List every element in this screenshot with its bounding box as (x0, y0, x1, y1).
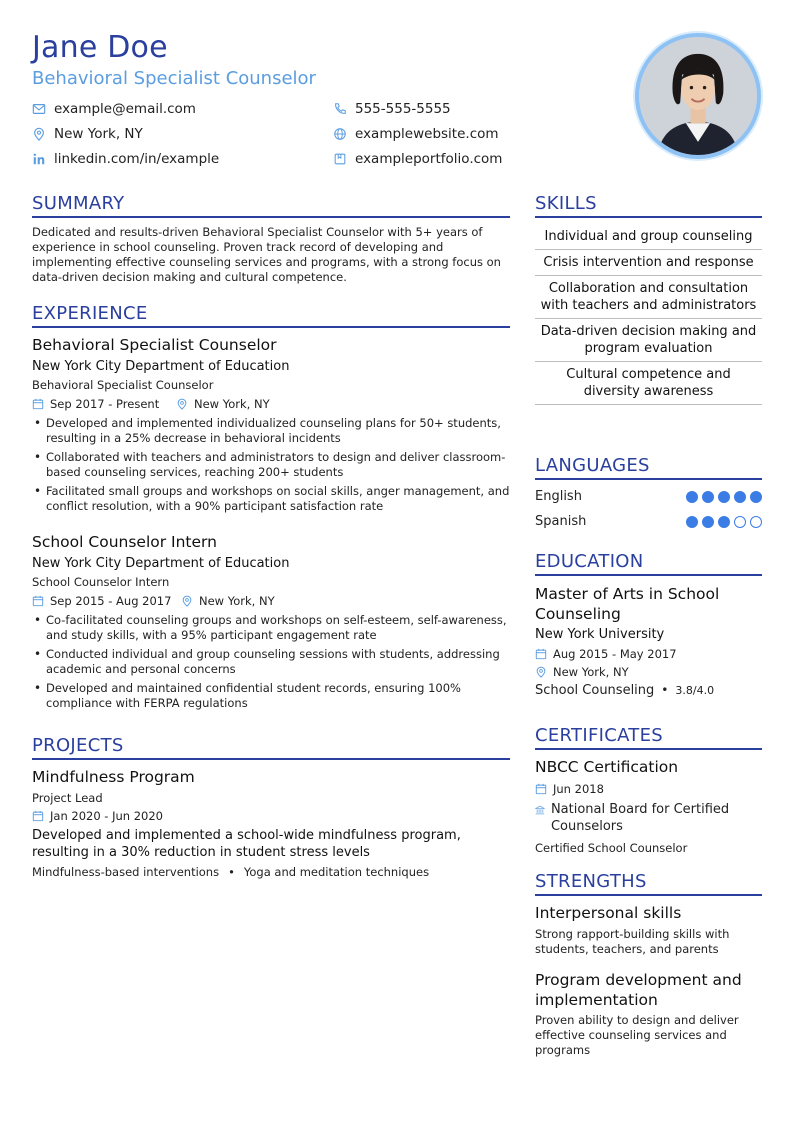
profile-photo (635, 33, 761, 159)
proficiency-dot-filled (718, 516, 730, 528)
location-icon (176, 398, 188, 410)
field-of-study: School Counseling (535, 683, 655, 698)
experience-item (32, 533, 510, 715)
school-name: New York University (535, 627, 665, 642)
skill-item: Cultural competence and diversity awareness (535, 362, 762, 405)
contact-phone: 555-555-5555 (333, 101, 451, 117)
calendar-icon (535, 783, 547, 795)
project-dates: Jan 2020 - Jun 2020 (32, 809, 510, 823)
tag-separator: • (228, 865, 235, 879)
education-heading: EDUCATION (535, 551, 762, 576)
job-location: New York, NY (181, 593, 275, 609)
job-organization: New York City Department of Education (32, 359, 290, 374)
strength-item (535, 904, 762, 957)
education-dates: Aug 2015 - May 2017 (535, 647, 762, 661)
phone-icon (333, 102, 347, 116)
calendar-icon (535, 648, 547, 660)
strength-title: Interpersonal skills (535, 904, 682, 922)
field-separator: • (661, 683, 669, 697)
projects-heading: PROJECTS (32, 735, 510, 760)
certificate-name: NBCC Certification (535, 758, 679, 776)
project-role: Project Lead (32, 791, 103, 805)
certificate-date: Jun 2018 (535, 782, 762, 796)
contact-portfolio: exampleportfolio.com (333, 151, 502, 167)
job-bullet: • Conducted individual and group counseling sessions with students, addressing academic and personal concerns (32, 647, 510, 677)
job-bullet: • Facilitated small groups and workshops on social skills, anger management, and conflict resolution, with a 90% participant satisfaction rate (32, 484, 510, 514)
job-bullet: • Co-facilitated counseling groups and workshops on self-esteem, self-awareness, and study skills, with a 95% participant engagement rate (32, 613, 510, 643)
project-tags (32, 865, 510, 879)
globe-icon (333, 127, 347, 141)
skill-item: Individual and group counseling (535, 224, 762, 250)
certificate-item (535, 758, 762, 855)
location-icon (535, 666, 547, 678)
proficiency-dot-filled (734, 491, 746, 503)
proficiency-dot-filled (702, 491, 714, 503)
proficiency-dot-empty (734, 516, 746, 528)
experience-item (32, 336, 510, 518)
proficiency-dot-filled (702, 516, 714, 528)
language-row (535, 489, 762, 504)
summary-heading: SUMMARY (32, 193, 510, 218)
strength-title: Program development and implementation (535, 971, 742, 1009)
language-name: English (535, 489, 582, 504)
calendar-icon (32, 595, 44, 607)
contact-website: examplewebsite.com (333, 126, 499, 142)
candidate-title: Behavioral Specialist Counselor (32, 68, 316, 89)
education-field (535, 683, 762, 698)
strength-description: Proven ability to design and deliver effective counseling services and programs (535, 1013, 739, 1057)
certificate-issuer: National Board for Certified Counselors (535, 801, 762, 835)
strengths-heading: STRENGTHS (535, 871, 762, 896)
proficiency-dot-empty (750, 516, 762, 528)
job-location: New York, NY (176, 396, 270, 412)
skill-item: Crisis intervention and response (535, 250, 762, 276)
calendar-icon (32, 398, 44, 410)
candidate-name: Jane Doe (32, 30, 168, 65)
gpa: 3.8/4.0 (675, 684, 715, 697)
certificates-heading: CERTIFICATES (535, 725, 762, 750)
job-organization: New York City Department of Education (32, 556, 290, 571)
education-location: New York, NY (535, 665, 762, 679)
institution-icon (535, 804, 545, 816)
proficiency-dot-filled (750, 491, 762, 503)
strength-description: Strong rapport-building skills with students, teachers, and parents (535, 927, 730, 956)
job-role: Behavioral Specialist Counselor (32, 378, 214, 392)
linkedin-icon (32, 152, 46, 166)
job-bullet: • Developed and maintained confidential student records, ensuring 100% compliance with FERPA regulations (32, 681, 510, 711)
contact-linkedin: linkedin.com/in/example (32, 151, 219, 167)
proficiency-dots (682, 516, 762, 528)
proficiency-dot-filled (686, 516, 698, 528)
project-tag: Yoga and meditation techniques (243, 865, 430, 879)
location-icon (181, 595, 193, 607)
certificate-description: Certified School Counselor (535, 841, 688, 855)
job-role: School Counselor Intern (32, 575, 170, 589)
job-dates: Sep 2017 - Present (32, 396, 176, 412)
proficiency-dot-filled (718, 491, 730, 503)
project-title: Mindfulness Program (32, 768, 195, 786)
project-item (32, 768, 510, 879)
language-row (535, 514, 762, 529)
degree: Master of Arts in School Counseling (535, 585, 720, 623)
languages-heading: LANGUAGES (535, 455, 762, 480)
proficiency-dot-filled (686, 491, 698, 503)
proficiency-dots (682, 491, 762, 503)
contact-email: example@email.com (32, 101, 196, 117)
job-title: Behavioral Specialist Counselor (32, 336, 277, 354)
calendar-icon (32, 810, 44, 822)
job-dates: Sep 2015 - Aug 2017 (32, 593, 181, 609)
project-description: Developed and implemented a school-wide mindfulness program, resulting in a 30% reduction in student stress levels (32, 828, 461, 860)
education-item (535, 584, 762, 698)
location-icon (32, 127, 46, 141)
project-tag: Mindfulness-based interventions (32, 865, 220, 879)
portfolio-icon (333, 152, 347, 166)
contact-location: New York, NY (32, 126, 143, 142)
email-icon (32, 102, 46, 116)
skill-item: Data-driven decision making and program evaluation (535, 319, 762, 362)
summary-text: Dedicated and results-driven Behavioral Specialist Counselor with 5+ years of experience in school counseling. Proven track record of developing and implementing effective counseling services and programs, with a strong focus on data-driven decision making and cultural competence. (32, 225, 501, 284)
skills-list (535, 224, 762, 405)
strength-item (535, 970, 762, 1058)
job-bullet: • Developed and implemented individualized counseling plans for 50+ students, resulting in a 25% decrease in behavioral incidents (32, 416, 510, 446)
language-name: Spanish (535, 514, 587, 529)
experience-heading: EXPERIENCE (32, 303, 510, 328)
job-title: School Counselor Intern (32, 533, 217, 551)
skills-heading: SKILLS (535, 193, 762, 218)
job-bullet: • Collaborated with teachers and administrators to design and deliver classroom-based counseling services, reaching 200+ students (32, 450, 510, 480)
skill-item: Collaboration and consultation with teachers and administrators (535, 276, 762, 319)
